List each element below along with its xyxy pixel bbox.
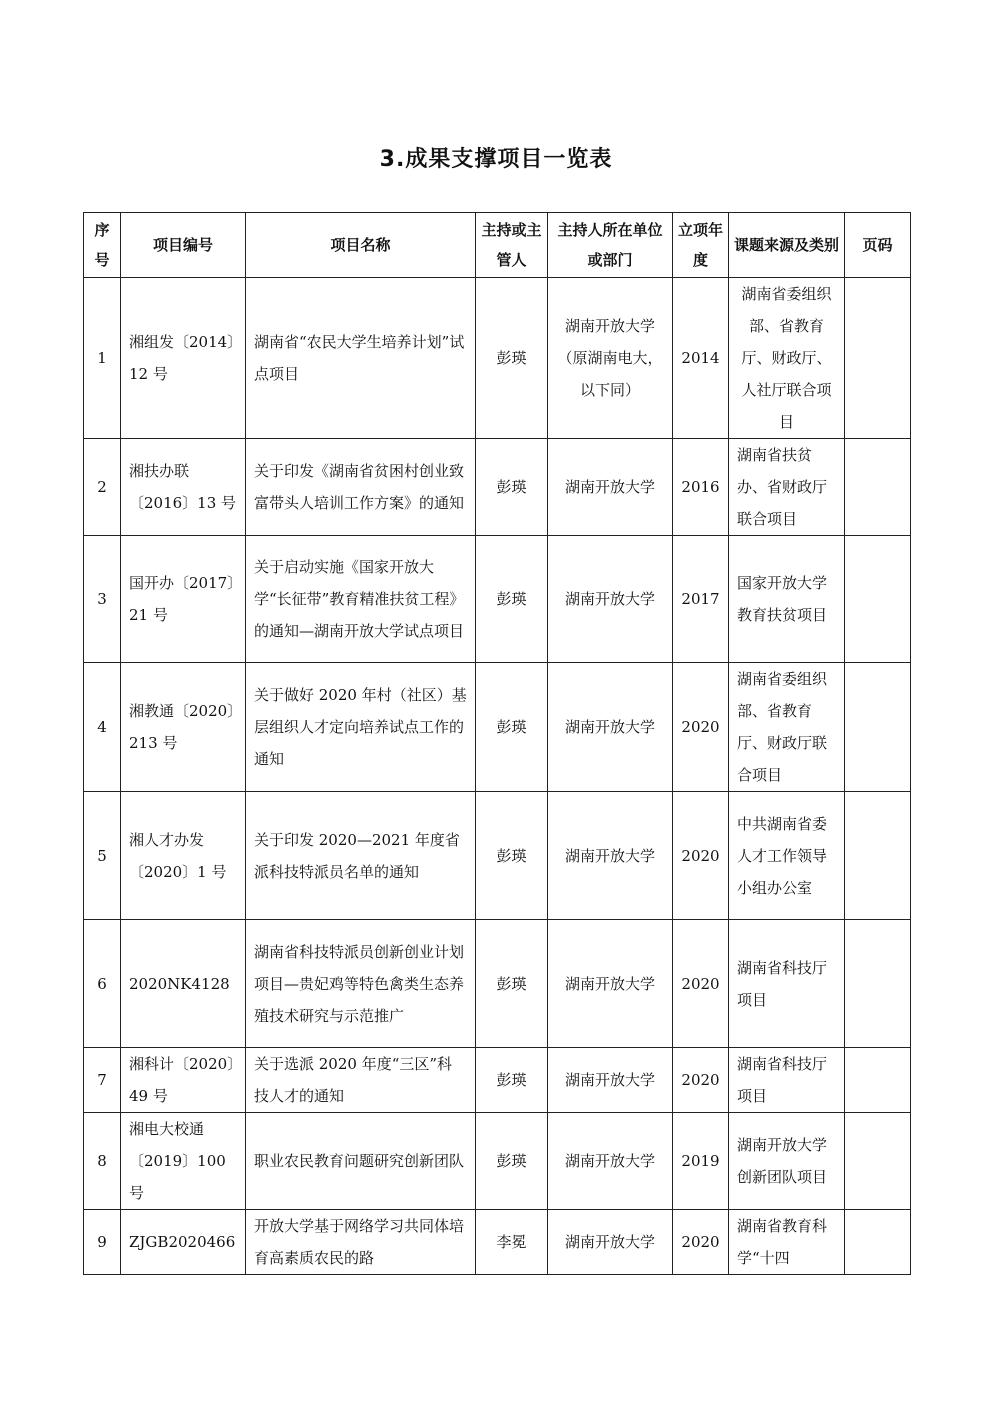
cell-year: 2020: [673, 920, 729, 1048]
cell-index: 1: [84, 278, 121, 439]
cell-unit: 湖南开放大学: [548, 663, 673, 792]
header-index: 序号: [84, 213, 121, 278]
cell-leader: 彭瑛: [476, 1113, 548, 1210]
cell-index: 9: [84, 1210, 121, 1275]
header-year: 立项年度: [673, 213, 729, 278]
project-table: [83, 212, 911, 1275]
cell-source: 湖南省教育科学“十四: [729, 1210, 845, 1275]
cell-name: 湖南省“农民大学生培养计划”试点项目: [246, 278, 476, 439]
cell-source: 湖南开放大学创新团队项目: [729, 1113, 845, 1210]
cell-index: 3: [84, 536, 121, 663]
table-row: [84, 663, 911, 792]
cell-year: 2020: [673, 792, 729, 920]
cell-leader: 彭瑛: [476, 536, 548, 663]
cell-code: 湘人才办发〔2020〕1 号: [121, 792, 246, 920]
cell-index: 7: [84, 1048, 121, 1113]
cell-page: [845, 792, 911, 920]
table-row: [84, 920, 911, 1048]
cell-code: 湘教通〔2020〕213 号: [121, 663, 246, 792]
table-row: [84, 792, 911, 920]
cell-year: 2020: [673, 1048, 729, 1113]
cell-name: 职业农民教育问题研究创新团队: [246, 1113, 476, 1210]
cell-unit: 湖南开放大学: [548, 920, 673, 1048]
cell-source: 湖南省科技厅项目: [729, 920, 845, 1048]
cell-index: 6: [84, 920, 121, 1048]
table-row: [84, 536, 911, 663]
cell-leader: 彭瑛: [476, 792, 548, 920]
cell-unit: 湖南开放大学: [548, 1048, 673, 1113]
table-row: [84, 1113, 911, 1210]
header-source: 课题来源及类别: [729, 213, 845, 278]
cell-unit: 湖南开放大学: [548, 1210, 673, 1275]
cell-page: [845, 1210, 911, 1275]
header-code: 项目编号: [121, 213, 246, 278]
cell-name: 关于印发 2020—2021 年度省派科技特派员名单的通知: [246, 792, 476, 920]
cell-year: 2016: [673, 439, 729, 536]
cell-source: 湖南省扶贫办、省财政厅联合项目: [729, 439, 845, 536]
table-row: [84, 439, 911, 536]
cell-name: 开放大学基于网络学习共同体培育高素质农民的路: [246, 1210, 476, 1275]
cell-source: 中共湖南省委人才工作领导小组办公室: [729, 792, 845, 920]
table-row: [84, 278, 911, 439]
cell-page: [845, 663, 911, 792]
cell-source: 湖南省科技厅项目: [729, 1048, 845, 1113]
cell-code: 国开办〔2017〕21 号: [121, 536, 246, 663]
cell-year: 2020: [673, 663, 729, 792]
cell-year: 2019: [673, 1113, 729, 1210]
cell-source: 湖南省委组织部、省教育厅、财政厅、人社厅联合项目: [729, 278, 845, 439]
header-name: 项目名称: [246, 213, 476, 278]
cell-year: 2014: [673, 278, 729, 439]
cell-name: 湖南省科技特派员创新创业计划项目—贵妃鸡等特色禽类生态养殖技术研究与示范推广: [246, 920, 476, 1048]
page-title: 3.成果支撑项目一览表: [379, 147, 613, 172]
cell-source: 国家开放大学教育扶贫项目: [729, 536, 845, 663]
header-leader: 主持或主管人: [476, 213, 548, 278]
header-page: 页码: [845, 213, 911, 278]
cell-page: [845, 536, 911, 663]
cell-unit: 湖南开放大学（原湖南电大，以下同）: [548, 278, 673, 439]
cell-source: 湖南省委组织部、省教育厅、财政厅联合项目: [729, 663, 845, 792]
cell-name: 关于印发《湖南省贫困村创业致富带头人培训工作方案》的通知: [246, 439, 476, 536]
cell-leader: 彭瑛: [476, 439, 548, 536]
cell-unit: 湖南开放大学: [548, 792, 673, 920]
cell-leader: 李冕: [476, 1210, 548, 1275]
cell-page: [845, 1048, 911, 1113]
cell-code: 湘电大校通〔2019〕100 号: [121, 1113, 246, 1210]
cell-name: 关于启动实施《国家开放大学“长征带”教育精准扶贫工程》的通知—湖南开放大学试点项目: [246, 536, 476, 663]
cell-leader: 彭瑛: [476, 920, 548, 1048]
cell-code: 湘科计〔2020〕49 号: [121, 1048, 246, 1113]
cell-year: 2017: [673, 536, 729, 663]
cell-unit: 湖南开放大学: [548, 439, 673, 536]
cell-name: 关于做好 2020 年村（社区）基层组织人才定向培养试点工作的通知: [246, 663, 476, 792]
cell-unit: 湖南开放大学: [548, 1113, 673, 1210]
cell-leader: 彭瑛: [476, 278, 548, 439]
cell-unit: 湖南开放大学: [548, 536, 673, 663]
cell-leader: 彭瑛: [476, 663, 548, 792]
cell-leader: 彭瑛: [476, 1048, 548, 1113]
cell-page: [845, 920, 911, 1048]
cell-code: 2020NK4128: [121, 920, 246, 1048]
cell-page: [845, 278, 911, 439]
cell-code: 湘扶办联〔2016〕13 号: [121, 439, 246, 536]
table-header-row: [84, 213, 911, 278]
cell-index: 5: [84, 792, 121, 920]
cell-index: 2: [84, 439, 121, 536]
cell-year: 2020: [673, 1210, 729, 1275]
header-unit: 主持人所在单位或部门: [548, 213, 673, 278]
cell-name: 关于选派 2020 年度“三区”科技人才的通知: [246, 1048, 476, 1113]
table-row: [84, 1048, 911, 1113]
cell-code: ZJGB2020466: [121, 1210, 246, 1275]
cell-index: 4: [84, 663, 121, 792]
cell-index: 8: [84, 1113, 121, 1210]
cell-page: [845, 439, 911, 536]
cell-page: [845, 1113, 911, 1210]
table-row: [84, 1210, 911, 1275]
cell-code: 湘组发〔2014〕12 号: [121, 278, 246, 439]
